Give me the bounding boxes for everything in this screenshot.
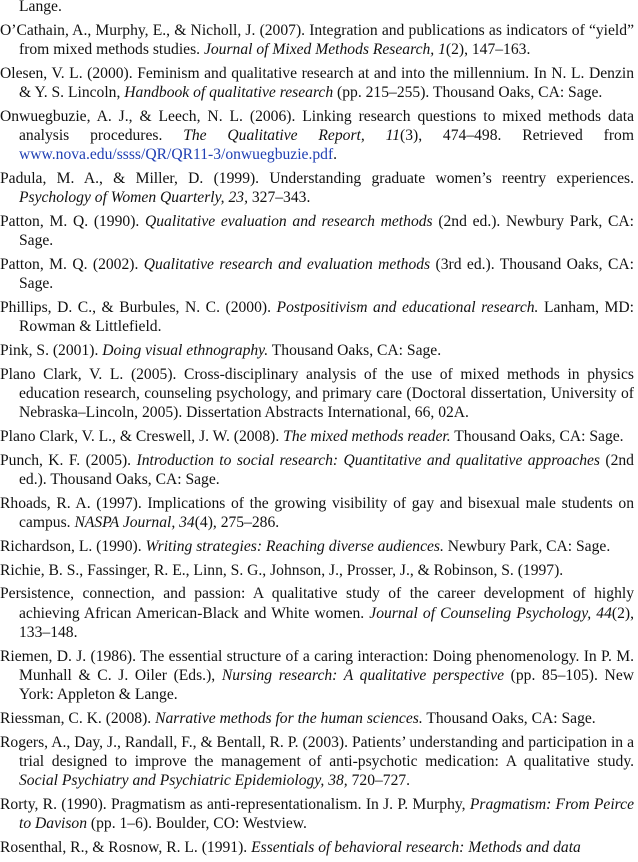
reference-text: Pink, S. (2001). bbox=[0, 342, 103, 359]
reference-entry bbox=[0, 427, 638, 446]
reference-text: Plano Clark, V. L., & Creswell, J. W. (2008). bbox=[0, 428, 284, 445]
reference-text: Olesen, V. L. (2000). Feminism and qualitative research at and into the millennium. In N. L. Denzin & Y. S. Lincoln, bbox=[0, 64, 634, 101]
reference-url-link[interactable]: www.nova.edu/ssss/QR/QR11-3/onwuegbuzie.pdf bbox=[19, 146, 334, 164]
reference-entry bbox=[0, 107, 638, 165]
reference-italic-title: Doing visual ethnography. bbox=[102, 342, 269, 359]
reference-italic-title: Psychology of Women Quarterly, 23, bbox=[19, 189, 248, 207]
reference-italic-title: Nursing research: A qualitative perspective bbox=[221, 666, 505, 684]
reference-text: (4), 275–286. bbox=[194, 514, 280, 531]
reference-entry bbox=[0, 0, 638, 16]
reference-entry bbox=[0, 709, 638, 728]
reference-italic-title: Qualitative evaluation and research methods bbox=[145, 213, 433, 230]
reference-text: (2nd ed.). Thousand Oaks, CA: Sage. bbox=[19, 451, 634, 488]
reference-text: Thousand Oaks, CA: Sage. bbox=[268, 342, 442, 359]
reference-text: (pp. 1–6). Boulder, CO: Westview. bbox=[87, 815, 307, 832]
reference-italic-title: Writing strategies: Reaching diverse audiences. bbox=[145, 537, 444, 555]
reference-entry bbox=[0, 64, 638, 102]
reference-text: 720–727. bbox=[347, 772, 411, 789]
reference-entry bbox=[0, 451, 638, 489]
reference-text: 327–343. bbox=[247, 189, 311, 207]
reference-text: Thousand Oaks, CA: Sage. bbox=[422, 709, 596, 727]
reference-entry bbox=[0, 647, 638, 705]
reference-entry bbox=[0, 494, 638, 532]
reference-text: (pp. 85–105). New York: Appleton & Lange. bbox=[19, 666, 635, 703]
reference-text: (3), 474–498. Retrieved from bbox=[400, 127, 634, 144]
reference-italic-title: Journal of Counseling Psychology, 44 bbox=[369, 604, 612, 622]
reference-entry bbox=[0, 733, 638, 791]
reference-text: (3rd ed.). Thousand Oaks, CA: Sage. bbox=[19, 256, 634, 293]
reference-text: Thousand Oaks, CA: Sage. bbox=[450, 428, 624, 445]
reference-entry bbox=[0, 298, 638, 336]
reference-text: (pp. 215–255). Thousand Oaks, CA: Sage. bbox=[333, 84, 603, 101]
reference-text: Rhoads, R. A. (1997). Implications of the growing visibility of gay and bisexual male students on campus. bbox=[0, 494, 634, 531]
reference-entry bbox=[0, 537, 638, 556]
reference-entry bbox=[0, 212, 638, 250]
reference-italic-title: The mixed methods reader. bbox=[283, 428, 451, 445]
reference-entry bbox=[0, 341, 638, 360]
reference-italic-title: Introduction to social research: Quantitative and qualitative approaches bbox=[136, 451, 600, 469]
reference-italic-title: Pragmatism: From Peirce to Davison bbox=[19, 795, 634, 832]
reference-text: (2), 147–163. bbox=[445, 41, 531, 58]
reference-text: Lange. bbox=[19, 0, 62, 15]
reference-entry bbox=[0, 255, 638, 293]
reference-text: Riessman, C. K. (2008). bbox=[0, 709, 156, 727]
reference-entry bbox=[0, 561, 638, 580]
reference-italic-title: Journal of Mixed Methods Research, 1 bbox=[203, 41, 446, 58]
reference-text: (2), 133–148. bbox=[19, 604, 634, 641]
reference-text: Lanham, MD: Rowman & Littlefield. bbox=[19, 299, 635, 336]
reference-text: Richie, B. S., Fassinger, R. E., Linn, S. G., Johnson, J., Prosser, J., & Robinson, S. (1997). bbox=[0, 561, 564, 579]
reference-text: Rosenthal, R., & Rosnow, R. L. (1991). bbox=[0, 838, 252, 856]
reference-text: Phillips, D. C., & Burbules, N. C. (2000). bbox=[0, 299, 277, 316]
reference-text: Persistence, connection, and passion: A qualitative study of the career development of highly achieving African American-Black and White women. bbox=[0, 585, 634, 622]
reference-entry bbox=[0, 21, 638, 59]
reference-text: Onwuegbuzie, A. J., & Leech, N. L. (2006). Linking research questions to mixed methods data analysis procedures. bbox=[0, 107, 634, 144]
reference-text: Padula, M. A., & Miller, D. (1999). Understanding graduate women’s reentry experiences. bbox=[0, 170, 634, 187]
reference-italic-title: NASPA Journal, 34 bbox=[74, 514, 195, 531]
reference-text: Patton, M. Q. (1990). bbox=[0, 213, 145, 230]
reference-italic-title: Qualitative research and evaluation methods bbox=[143, 256, 431, 273]
reference-text: Plano Clark, V. L. (2005). Cross-disciplinary analysis of the use of mixed methods in physics education research, counseling psychology, and primary care (Doctoral dissertation, University of Nebraska–Lincoln, 2005). Dissertation Abstracts International, 66, 02A. bbox=[0, 365, 634, 422]
reference-text: Newbury Park, CA: Sage. bbox=[443, 537, 611, 555]
reference-italic-title: The Qualitative Report, 11 bbox=[183, 127, 401, 144]
reference-text: Rorty, R. (1990). Pragmatism as anti-representationalism. In J. P. Murphy, bbox=[0, 795, 470, 813]
reference-entry bbox=[0, 584, 638, 642]
reference-entry bbox=[0, 795, 638, 833]
reference-italic-title: Essentials of behavioral research: Methods and data bbox=[251, 838, 581, 856]
reference-text: Richardson, L. (1990). bbox=[0, 537, 146, 555]
reference-entry bbox=[0, 838, 638, 857]
reference-text: (2nd ed.). Newbury Park, CA: Sage. bbox=[19, 213, 634, 250]
reference-italic-title: Handbook of qualitative research bbox=[124, 84, 334, 101]
reference-text: Riemen, D. J. (1986). The essential structure of a caring interaction: Doing phenomenology. In P. M. Munhall & C. J. Oiler (Eds.), bbox=[0, 647, 634, 684]
reference-text: . bbox=[333, 146, 338, 164]
reference-text: Punch, K. F. (2005). bbox=[0, 451, 137, 469]
reference-entry bbox=[0, 365, 638, 423]
reference-entry bbox=[0, 169, 638, 207]
reference-text: O’Cathain, A., Murphy, E., & Nicholl, J. (2007). Integration and publications as indicators of “yield” from mixed methods studies. bbox=[0, 21, 634, 58]
reference-italic-title: Narrative methods for the human sciences. bbox=[155, 709, 423, 727]
reference-text: Patton, M. Q. (2002). bbox=[0, 256, 144, 273]
reference-italic-title: Social Psychiatry and Psychiatric Epidemiology, 38, bbox=[19, 772, 348, 789]
reference-italic-title: Postpositivism and educational research. bbox=[276, 299, 539, 316]
reference-text: Rogers, A., Day, J., Randall, F., & Bentall, R. P. (2003). Patients’ understanding and participation in a trial designed to improve the management of anti-psychotic medication: A qualitative study. bbox=[0, 733, 634, 770]
